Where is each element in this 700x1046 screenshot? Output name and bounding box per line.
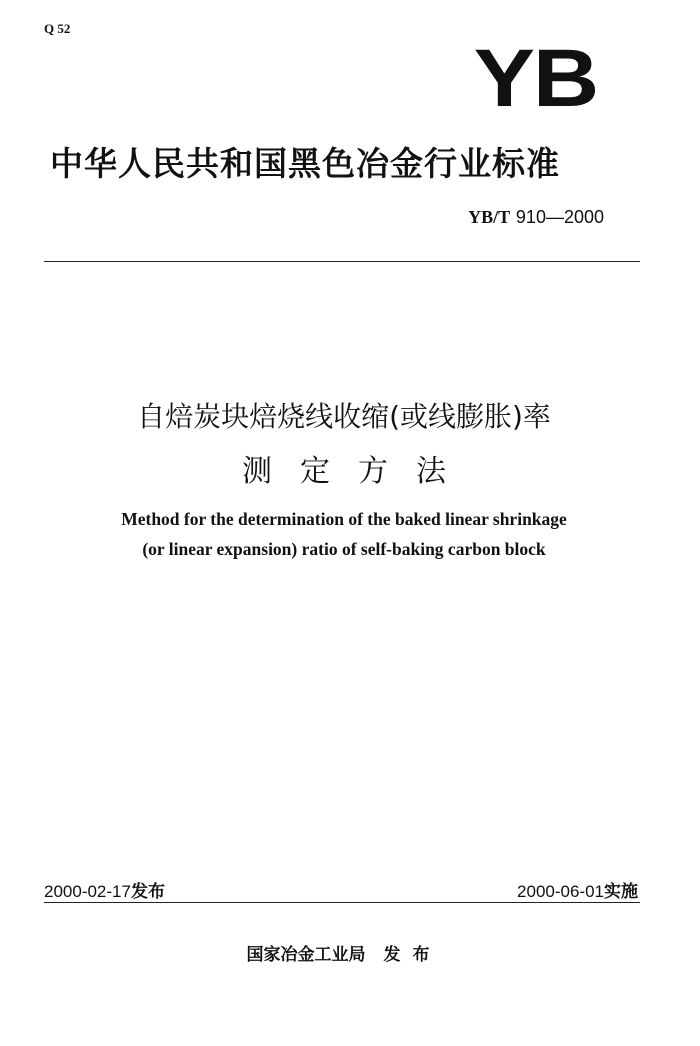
footer-divider xyxy=(44,902,640,903)
issue-date xyxy=(44,877,165,902)
issue-date-value: 2000-02-17 xyxy=(44,882,131,901)
header-divider xyxy=(44,261,640,262)
standard-number xyxy=(468,207,604,228)
publisher-name: 国家冶金工业局 xyxy=(246,945,366,965)
publisher xyxy=(0,940,688,965)
title-english-line2: (or linear expansion) ratio of self-baking carbon block xyxy=(142,539,546,559)
publish-label: 发布 xyxy=(383,945,442,965)
organization-title: 中华人民共和国黑色冶金行业标准 xyxy=(50,144,560,183)
standard-prefix: YB/T xyxy=(468,207,511,227)
yb-logo: YB xyxy=(473,33,597,124)
issue-date-label: 发布 xyxy=(130,882,165,902)
standard-code: 910—2000 xyxy=(515,207,604,227)
classification-code: Q 52 xyxy=(44,21,71,36)
implementation-date xyxy=(517,877,638,902)
title-chinese-line1: 自焙炭块焙烧线收缩(或线膨胀)率 xyxy=(137,400,551,433)
implementation-date-label: 实施 xyxy=(604,882,638,902)
title-chinese-line2: 测定方法 xyxy=(242,454,474,489)
implementation-date-value: 2000-06-01 xyxy=(517,882,604,901)
title-english-line1: Method for the determination of the baked linear shrinkage xyxy=(121,509,567,529)
